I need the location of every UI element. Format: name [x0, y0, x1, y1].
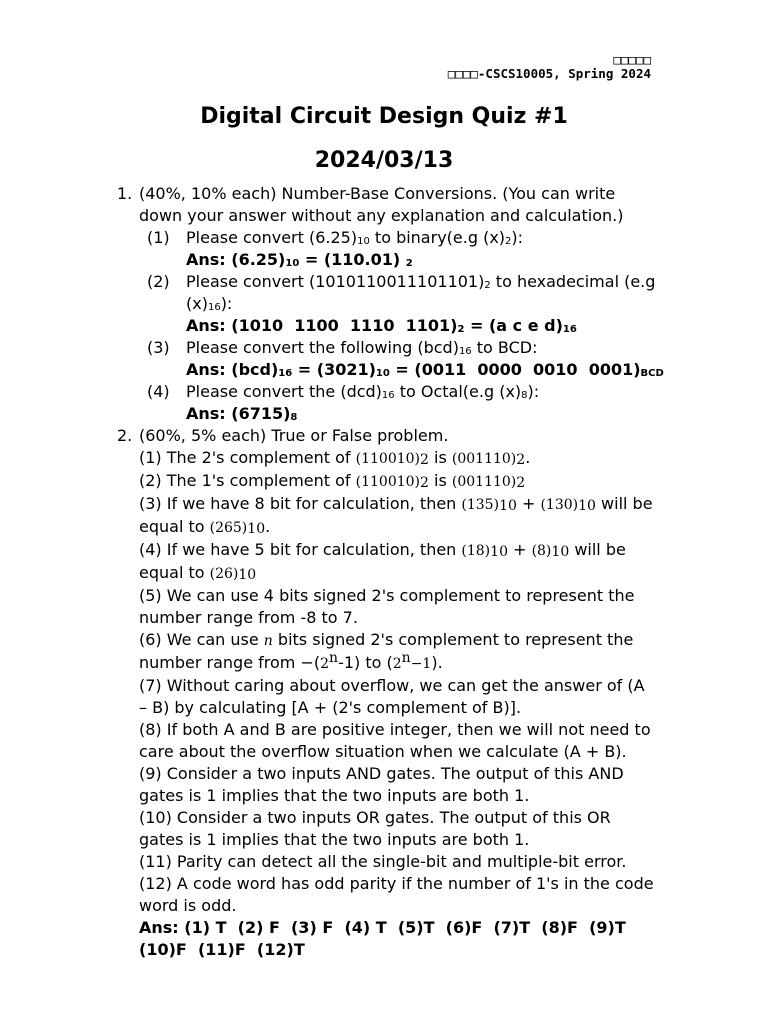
part-number: (3) — [147, 338, 170, 357]
question-1 — [117, 183, 664, 425]
tf-item-10: (10) Consider a two inputs OR gates. The output of this OR gates is 1 implies that the two inputs are both 1. — [139, 808, 611, 849]
tf-item-1: (1) The 2's complement of $(110010)_2$ is $(001110)_2$. — [139, 448, 531, 468]
part-number: (4) — [147, 382, 170, 401]
tf-item-11: (11) Parity can detect all the single-bit and multiple-bit error. — [139, 852, 627, 871]
tf-item-6: (6) We can use n bits signed 2's complement to represent the number range from $-(2^n-1)$ to $(2^n-1)$. — [139, 630, 634, 672]
tf-item-4: (4) If we have 5 bit for calculation, then $(18)_{10} + (8)_{10}$ will be equal to $(26)_{10}$ — [139, 540, 626, 583]
part-prompt: Please convert the following $(bcd)_{16}$ to BCD: — [186, 338, 538, 357]
tf-answer-line-2: (10)F (11)F (12)T — [139, 940, 305, 959]
question-intro: (40%, 10% each) Number-Base Conversions. (You can write down your answer without any explanation and calculation.) — [139, 184, 624, 225]
tf-answer-line-1: Ans: (1) T (2) F (3) F (4) T (5)T (6)F (7)T (8)F (9)T — [139, 918, 626, 937]
question-number: 2. — [117, 426, 133, 445]
part-answer: Ans: $(6715)_8$ — [186, 404, 298, 423]
question-2 — [117, 425, 657, 961]
tf-item-5: (5) We can use 4 bits signed 2's complement to represent the number range from -8 to 7. — [139, 586, 635, 627]
q1-part-2 — [147, 271, 657, 337]
tf-item-7: (7) Without caring about overflow, we can get the answer of (A – B) by calculating [A + (2's complement of B)]. — [139, 676, 645, 717]
tf-item-9: (9) Consider a two inputs AND gates. The output of this AND gates is 1 implies that the two inputs are both 1. — [139, 764, 624, 805]
tf-item-3: (3) If we have 8 bit for calculation, then $(135)_{10} + (130)_{10}$ will be equal to $(265)_{10}$. — [139, 494, 653, 537]
q1-part-4 — [147, 381, 657, 425]
q1-part-1 — [147, 227, 657, 271]
tf-item-12: (12) A code word has odd parity if the number of 1's in the code word is odd. — [139, 874, 654, 915]
header-course: □□□□-CSCS10005, Spring 2024 — [447, 66, 651, 81]
part-prompt: Please convert the $(dcd)_{16}$ to Octal(e.g $(x)_8$): — [186, 382, 540, 401]
quiz-body — [117, 183, 664, 961]
header-school: □□□□□ — [613, 52, 651, 67]
page-title: Digital Circuit Design Quiz #1 — [200, 104, 568, 129]
part-prompt: Please convert $(6.25)_{10}$ to binary(e.g $(x)_2$): — [186, 228, 524, 247]
q1-part-3 — [147, 337, 664, 381]
part-answer: Ans: $(6.25)_{10} = (110.01)$ $_2$ — [186, 250, 413, 269]
part-answer: Ans: (1010 1100 1110 $1101)_2 = (a$ c e $d)_{16}$ — [186, 316, 577, 335]
part-number: (2) — [147, 272, 170, 291]
question-intro: (60%, 5% each) True or False problem. — [139, 426, 449, 445]
part-answer: Ans: $(bcd)_{16} = (3021)_{10} = (0011$ 0000 0010 $0001)_{BCD}$ — [186, 360, 664, 379]
quiz-date: 2024/03/13 — [314, 148, 454, 173]
tf-item-2: (2) The 1's complement of $(110010)_2$ is $(001110)_2$ — [139, 471, 526, 491]
part-prompt: Please convert $(1010110011101101)_2$ to hexadecimal (e.g $(x)_{16}$): — [186, 272, 656, 313]
part-number: (1) — [147, 228, 170, 247]
question-number: 1. — [117, 184, 133, 203]
tf-item-8: (8) If both A and B are positive integer, then we will not need to care about the overflow situation when we calculate (A + B). — [139, 720, 651, 761]
